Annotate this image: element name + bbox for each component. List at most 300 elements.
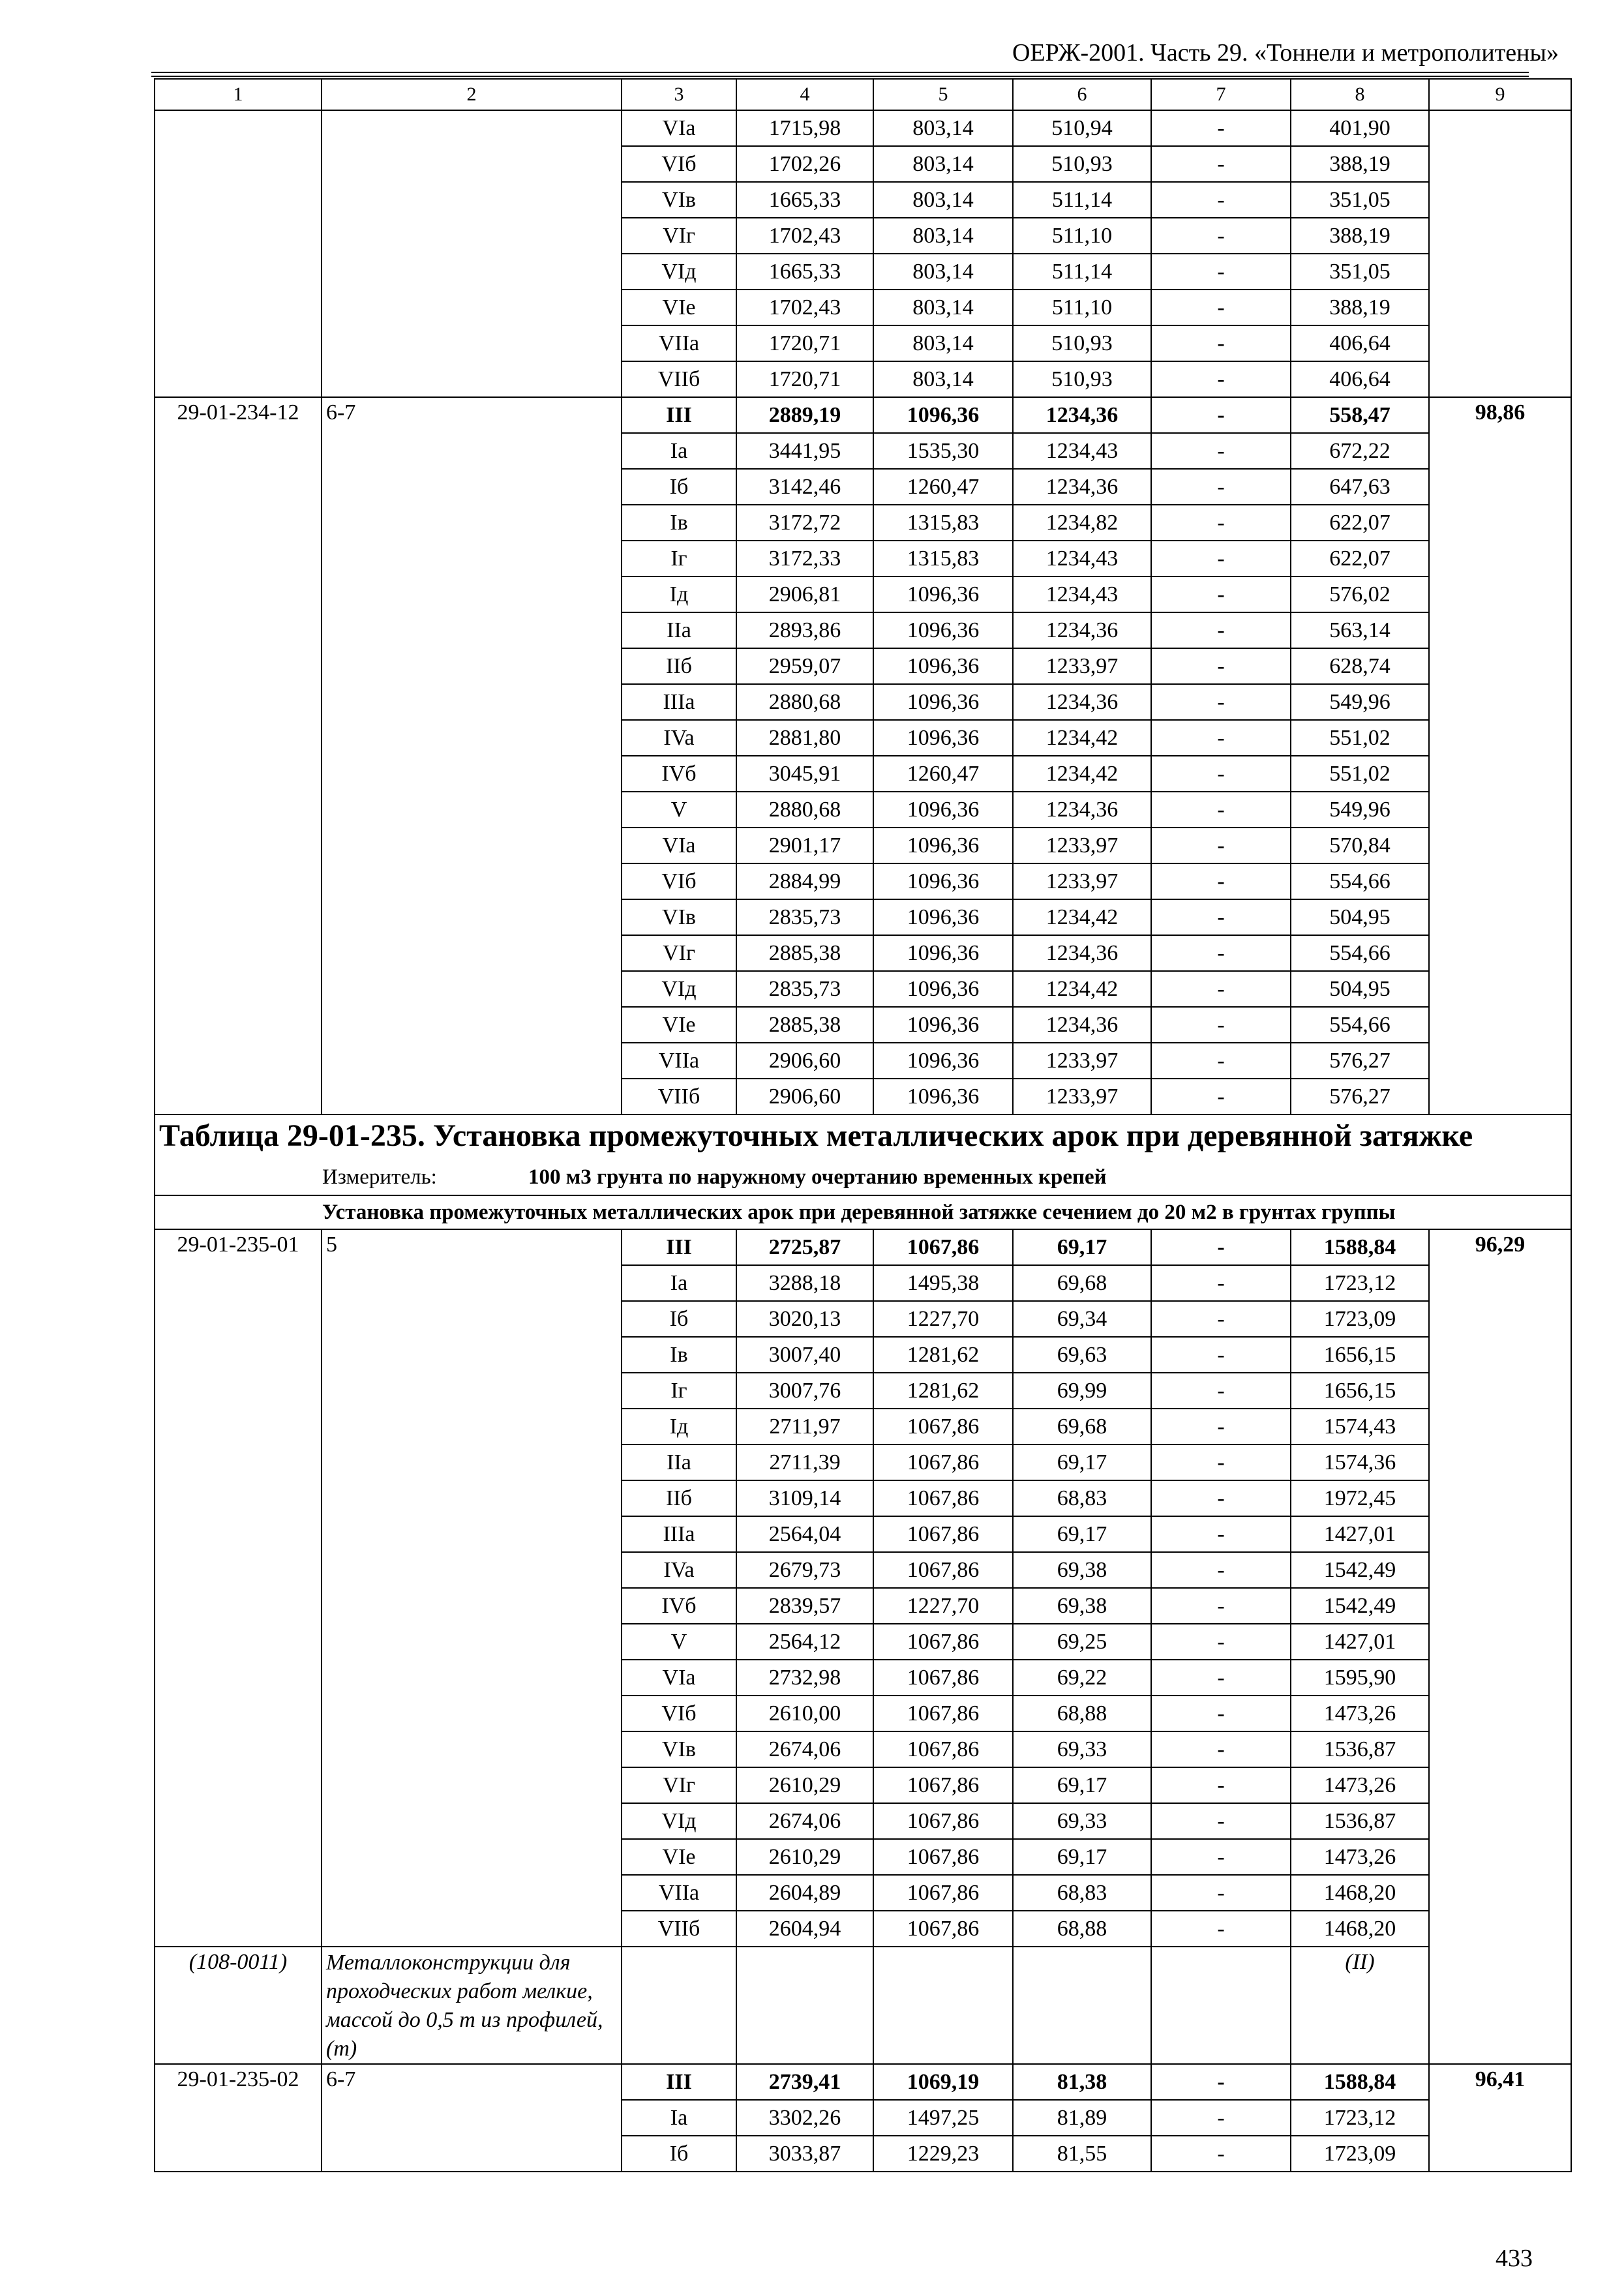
- direct-cost: 2959,07: [736, 648, 873, 684]
- table-row: [155, 110, 1571, 146]
- direct-cost: 2885,38: [736, 1007, 873, 1043]
- machine-cost: 69,38: [1013, 1552, 1151, 1588]
- table-body: [155, 79, 1571, 2172]
- labor-cost: 1096,36: [873, 1043, 1013, 1079]
- direct-cost: 2880,68: [736, 792, 873, 828]
- machinist-wage: -: [1151, 1588, 1291, 1624]
- machine-cost: 69,99: [1013, 1373, 1151, 1409]
- direct-cost: 1720,71: [736, 361, 873, 397]
- machine-cost: 511,14: [1013, 182, 1151, 218]
- labor-cost: 1067,86: [873, 1552, 1013, 1588]
- description-row: [155, 1195, 1571, 1229]
- machinist-wage: -: [1151, 971, 1291, 1007]
- labor-cost: 1227,70: [873, 1588, 1013, 1624]
- labor-cost: 1497,25: [873, 2100, 1013, 2136]
- material-cost: 1723,09: [1291, 1301, 1429, 1337]
- labor-cost: 803,14: [873, 110, 1013, 146]
- material-cost: 628,74: [1291, 648, 1429, 684]
- item-code: 29-01-235-02: [155, 2064, 322, 2172]
- machinist-wage: -: [1151, 110, 1291, 146]
- direct-cost: 2679,73: [736, 1552, 873, 1588]
- machinist-wage: -: [1151, 648, 1291, 684]
- material-cost: 1656,15: [1291, 1337, 1429, 1373]
- machine-cost: 1233,97: [1013, 1079, 1151, 1115]
- machinist-wage: -: [1151, 1803, 1291, 1839]
- labor-cost: 1096,36: [873, 648, 1013, 684]
- column-number: 7: [1151, 79, 1291, 110]
- material-cost: 1542,49: [1291, 1588, 1429, 1624]
- column-number: 1: [155, 79, 322, 110]
- soil-category: III: [622, 2064, 736, 2100]
- soil-category: IIa: [622, 612, 736, 648]
- resource-code: (108-0011): [155, 1947, 322, 2064]
- direct-cost: 3172,72: [736, 505, 873, 541]
- soil-category: VIe: [622, 290, 736, 325]
- machine-cost: 1234,36: [1013, 469, 1151, 505]
- header-rule: [151, 72, 1529, 73]
- labor-cost: 1067,86: [873, 1767, 1013, 1803]
- table-row: [155, 397, 1571, 433]
- soil-category: IIб: [622, 648, 736, 684]
- machinist-wage: -: [1151, 1337, 1291, 1373]
- soil-category: IVa: [622, 720, 736, 756]
- machinist-wage: -: [1151, 218, 1291, 254]
- machine-cost: 69,17: [1013, 1767, 1151, 1803]
- labor-cost: 1067,86: [873, 1444, 1013, 1480]
- column-number: 9: [1429, 79, 1571, 110]
- soil-category: VIд: [622, 254, 736, 290]
- material-cost: 1588,84: [1291, 2064, 1429, 2100]
- material-cost: 351,05: [1291, 254, 1429, 290]
- material-cost: 1468,20: [1291, 1875, 1429, 1911]
- machinist-wage: -: [1151, 1552, 1291, 1588]
- direct-cost: 2880,68: [736, 684, 873, 720]
- machine-cost: 510,94: [1013, 110, 1151, 146]
- machine-cost: 69,17: [1013, 1229, 1151, 1265]
- machinist-wage: -: [1151, 254, 1291, 290]
- machinist-wage: -: [1151, 1731, 1291, 1767]
- direct-cost: 2725,87: [736, 1229, 873, 1265]
- machine-cost: 68,83: [1013, 1480, 1151, 1516]
- soil-category: VIв: [622, 182, 736, 218]
- machinist-wage: -: [1151, 1911, 1291, 1947]
- column-number: 4: [736, 79, 873, 110]
- code-cell: [155, 110, 322, 397]
- machinist-wage: -: [1151, 1696, 1291, 1731]
- direct-cost: 3288,18: [736, 1265, 873, 1301]
- machine-cost: 1234,36: [1013, 684, 1151, 720]
- machine-cost: 1234,42: [1013, 899, 1151, 935]
- machinist-wage: -: [1151, 935, 1291, 971]
- machinist-wage: -: [1151, 1301, 1291, 1337]
- machine-cost: 1234,42: [1013, 971, 1151, 1007]
- labor-cost: 1096,36: [873, 1079, 1013, 1115]
- machine-cost: 1233,97: [1013, 648, 1151, 684]
- soil-category: VIIa: [622, 1875, 736, 1911]
- material-cost: 554,66: [1291, 1007, 1429, 1043]
- material-cost: 554,66: [1291, 863, 1429, 899]
- soil-group: 5: [322, 1229, 622, 1947]
- machinist-wage: -: [1151, 1660, 1291, 1696]
- soil-category: Ia: [622, 433, 736, 469]
- material-cost: 647,63: [1291, 469, 1429, 505]
- work-description: Установка промежуточных металлических арок при деревянной затяжке сечением до 20 м2 в грунтах группы: [155, 1195, 1571, 1229]
- material-cost: 570,84: [1291, 828, 1429, 863]
- labor-cost: 1096,36: [873, 828, 1013, 863]
- labor-cost: 1067,86: [873, 1839, 1013, 1875]
- direct-cost: 2881,80: [736, 720, 873, 756]
- machine-cost: 81,55: [1013, 2136, 1151, 2172]
- machinist-wage: -: [1151, 756, 1291, 792]
- soil-category: VIIб: [622, 1911, 736, 1947]
- machine-cost: 69,68: [1013, 1265, 1151, 1301]
- resource-empty-cell: [1151, 1947, 1291, 2064]
- material-cost: 1427,01: [1291, 1624, 1429, 1660]
- table-title: Таблица 29-01-235. Установка промежуточных металлических арок при деревянной затяжке: [159, 1118, 1473, 1153]
- labor-cost: 1260,47: [873, 756, 1013, 792]
- machinist-wage: -: [1151, 828, 1291, 863]
- direct-cost: 3033,87: [736, 2136, 873, 2172]
- material-cost: 406,64: [1291, 361, 1429, 397]
- direct-cost: 2711,97: [736, 1409, 873, 1444]
- direct-cost: 2901,17: [736, 828, 873, 863]
- measure-label: Измеритель:: [322, 1165, 437, 1189]
- labor-cost: 1096,36: [873, 684, 1013, 720]
- machinist-wage: -: [1151, 1043, 1291, 1079]
- material-cost: 1595,90: [1291, 1660, 1429, 1696]
- labor-cost: 803,14: [873, 182, 1013, 218]
- column-number: 2: [322, 79, 622, 110]
- direct-cost: 2906,60: [736, 1043, 873, 1079]
- machinist-wage: -: [1151, 1767, 1291, 1803]
- labor-cost: 803,14: [873, 254, 1013, 290]
- resource-row: [155, 1947, 1571, 2064]
- soil-category: IIIa: [622, 684, 736, 720]
- direct-cost: 2839,57: [736, 1588, 873, 1624]
- machine-cost: 1234,42: [1013, 756, 1151, 792]
- material-cost: 576,02: [1291, 576, 1429, 612]
- material-cost: 1723,09: [1291, 2136, 1429, 2172]
- direct-cost: 3007,40: [736, 1337, 873, 1373]
- col9-cell: [1429, 110, 1571, 397]
- machinist-wage: -: [1151, 1007, 1291, 1043]
- machine-cost: 68,83: [1013, 1875, 1151, 1911]
- machinist-wage: -: [1151, 863, 1291, 899]
- soil-category: Iб: [622, 469, 736, 505]
- machine-cost: 1234,43: [1013, 576, 1151, 612]
- labor-cost: 1096,36: [873, 612, 1013, 648]
- direct-cost: 3007,76: [736, 1373, 873, 1409]
- direct-cost: 2732,98: [736, 1660, 873, 1696]
- machinist-wage: -: [1151, 1875, 1291, 1911]
- labor-cost: 1067,86: [873, 1229, 1013, 1265]
- measure-row: [159, 1163, 1567, 1195]
- column-number: 3: [622, 79, 736, 110]
- machinist-wage: -: [1151, 1516, 1291, 1552]
- direct-cost: 2739,41: [736, 2064, 873, 2100]
- column-number: 8: [1291, 79, 1429, 110]
- price-table: [154, 78, 1572, 2172]
- material-cost: 554,66: [1291, 935, 1429, 971]
- machine-cost: 68,88: [1013, 1911, 1151, 1947]
- soil-category: Iб: [622, 2136, 736, 2172]
- page-number: 433: [1496, 2245, 1533, 2272]
- machinist-wage: -: [1151, 899, 1291, 935]
- soil-category: VIб: [622, 1696, 736, 1731]
- table-row: [155, 1229, 1571, 1265]
- material-cost: 563,14: [1291, 612, 1429, 648]
- direct-cost: 2674,06: [736, 1731, 873, 1767]
- material-cost: 1574,43: [1291, 1409, 1429, 1444]
- machine-cost: 69,17: [1013, 1839, 1151, 1875]
- machinist-wage: -: [1151, 1229, 1291, 1265]
- resource-empty-cell: [873, 1947, 1013, 2064]
- machine-cost: 510,93: [1013, 325, 1151, 361]
- material-cost: 1427,01: [1291, 1516, 1429, 1552]
- soil-category: VIв: [622, 1731, 736, 1767]
- soil-category: IIIa: [622, 1516, 736, 1552]
- labor-cost: 803,14: [873, 146, 1013, 182]
- soil-category: Iв: [622, 505, 736, 541]
- machine-cost: 81,89: [1013, 2100, 1151, 2136]
- material-cost: 401,90: [1291, 110, 1429, 146]
- direct-cost: 3302,26: [736, 2100, 873, 2136]
- machinist-wage: -: [1151, 1373, 1291, 1409]
- direct-cost: 2885,38: [736, 935, 873, 971]
- labor-cost: 1096,36: [873, 576, 1013, 612]
- material-cost: 388,19: [1291, 218, 1429, 254]
- soil-category: Ia: [622, 1265, 736, 1301]
- direct-cost: 2835,73: [736, 971, 873, 1007]
- direct-cost: 1702,26: [736, 146, 873, 182]
- soil-category: VIг: [622, 935, 736, 971]
- machine-cost: 69,34: [1013, 1301, 1151, 1337]
- direct-cost: 2610,29: [736, 1767, 873, 1803]
- direct-cost: 2610,00: [736, 1696, 873, 1731]
- table-title-cell: [155, 1115, 1571, 1195]
- material-cost: 1588,84: [1291, 1229, 1429, 1265]
- labor-cost: 1069,19: [873, 2064, 1013, 2100]
- soil-category: VIд: [622, 1803, 736, 1839]
- soil-category: V: [622, 792, 736, 828]
- soil-category: VIг: [622, 218, 736, 254]
- soil-category: Iг: [622, 541, 736, 576]
- material-cost: 551,02: [1291, 720, 1429, 756]
- machinist-wage: -: [1151, 541, 1291, 576]
- direct-cost: 2889,19: [736, 397, 873, 433]
- labor-cost: 1281,62: [873, 1373, 1013, 1409]
- direct-cost: 1720,71: [736, 325, 873, 361]
- labor-cost: 803,14: [873, 218, 1013, 254]
- material-cost: 504,95: [1291, 899, 1429, 935]
- soil-category: VIa: [622, 110, 736, 146]
- material-cost: 1972,45: [1291, 1480, 1429, 1516]
- machine-cost: 1234,43: [1013, 433, 1151, 469]
- direct-cost: 1702,43: [736, 218, 873, 254]
- machinist-wage: -: [1151, 182, 1291, 218]
- labor-cost: 1495,38: [873, 1265, 1013, 1301]
- labor-cost: 1535,30: [873, 433, 1013, 469]
- machine-cost: 81,38: [1013, 2064, 1151, 2100]
- machine-cost: 1234,36: [1013, 397, 1151, 433]
- machinist-wage: -: [1151, 1624, 1291, 1660]
- direct-cost: 3142,46: [736, 469, 873, 505]
- machinist-wage: -: [1151, 505, 1291, 541]
- material-cost: 1473,26: [1291, 1839, 1429, 1875]
- machinist-wage: -: [1151, 469, 1291, 505]
- labor-cost: 1067,86: [873, 1875, 1013, 1911]
- labor-cost: 1096,36: [873, 1007, 1013, 1043]
- labor-cost: 1096,36: [873, 971, 1013, 1007]
- soil-category: Ia: [622, 2100, 736, 2136]
- machinist-wage: -: [1151, 2064, 1291, 2100]
- soil-category: IIa: [622, 1444, 736, 1480]
- soil-category: VIд: [622, 971, 736, 1007]
- page-header: ОЕРЖ-2001. Часть 29. «Тоннели и метрополитены»: [1012, 39, 1559, 67]
- direct-cost: 2604,89: [736, 1875, 873, 1911]
- machine-cost: 69,17: [1013, 1444, 1151, 1480]
- machine-cost: 510,93: [1013, 146, 1151, 182]
- labor-cost: 1067,86: [873, 1911, 1013, 1947]
- machine-cost: 69,38: [1013, 1588, 1151, 1624]
- header-rule: [151, 76, 1529, 77]
- machine-cost: 1234,43: [1013, 541, 1151, 576]
- labor-cost: 1067,86: [873, 1516, 1013, 1552]
- machine-cost: 1233,97: [1013, 863, 1151, 899]
- soil-category: VIIб: [622, 1079, 736, 1115]
- labor-cost: 803,14: [873, 325, 1013, 361]
- machinist-wage: -: [1151, 1480, 1291, 1516]
- direct-cost: 2835,73: [736, 899, 873, 935]
- machinist-wage: -: [1151, 1839, 1291, 1875]
- machinist-wage: -: [1151, 433, 1291, 469]
- labor-cost: 803,14: [873, 290, 1013, 325]
- soil-category: VIв: [622, 899, 736, 935]
- direct-cost: 2906,60: [736, 1079, 873, 1115]
- machinist-wage: -: [1151, 2136, 1291, 2172]
- direct-cost: 2884,99: [736, 863, 873, 899]
- soil-category: Iд: [622, 576, 736, 612]
- material-cost: 1723,12: [1291, 1265, 1429, 1301]
- item-code: 29-01-235-01: [155, 1229, 322, 1947]
- soil-category: VIг: [622, 1767, 736, 1803]
- soil-category: Iб: [622, 1301, 736, 1337]
- machinist-wage: -: [1151, 720, 1291, 756]
- material-cost: 406,64: [1291, 325, 1429, 361]
- machine-cost: 1234,42: [1013, 720, 1151, 756]
- labor-cost: 803,14: [873, 361, 1013, 397]
- soil-category: VIa: [622, 1660, 736, 1696]
- machine-cost: 1234,36: [1013, 792, 1151, 828]
- machinist-wage: -: [1151, 1409, 1291, 1444]
- soil-category: VIe: [622, 1839, 736, 1875]
- direct-cost: 1715,98: [736, 110, 873, 146]
- direct-cost: 2564,04: [736, 1516, 873, 1552]
- machinist-wage: -: [1151, 792, 1291, 828]
- machinist-wage: -: [1151, 290, 1291, 325]
- labor-cost: 1067,86: [873, 1480, 1013, 1516]
- machine-cost: 510,93: [1013, 361, 1151, 397]
- item-code: 29-01-234-12: [155, 397, 322, 1115]
- soil-category: VIe: [622, 1007, 736, 1043]
- machine-cost: 68,88: [1013, 1696, 1151, 1731]
- machinist-wage: -: [1151, 397, 1291, 433]
- direct-cost: 1665,33: [736, 182, 873, 218]
- machine-cost: 511,10: [1013, 218, 1151, 254]
- direct-cost: 3020,13: [736, 1301, 873, 1337]
- resource-name: Металлоконструкции для проходческих работ мелкие, массой до 0,5 т из профилей, (т): [322, 1947, 622, 2064]
- labor-cost: 1096,36: [873, 935, 1013, 971]
- machinist-wage: -: [1151, 1265, 1291, 1301]
- material-cost: 622,07: [1291, 505, 1429, 541]
- direct-cost: 3109,14: [736, 1480, 873, 1516]
- labor-cost: 1067,86: [873, 1660, 1013, 1696]
- column-number: 5: [873, 79, 1013, 110]
- machine-cost: 1233,97: [1013, 828, 1151, 863]
- labor-hours: 98,86: [1429, 397, 1571, 1115]
- direct-cost: 2674,06: [736, 1803, 873, 1839]
- soil-category: Iг: [622, 1373, 736, 1409]
- labor-cost: 1096,36: [873, 899, 1013, 935]
- soil-category: IIб: [622, 1480, 736, 1516]
- machine-cost: 69,25: [1013, 1624, 1151, 1660]
- group-cell: [322, 110, 622, 397]
- machine-cost: 69,22: [1013, 1660, 1151, 1696]
- machine-cost: 511,14: [1013, 254, 1151, 290]
- column-number-row: [155, 79, 1571, 110]
- material-cost: 549,96: [1291, 684, 1429, 720]
- material-cost: 576,27: [1291, 1043, 1429, 1079]
- soil-category: III: [622, 1229, 736, 1265]
- machine-cost: 1233,97: [1013, 1043, 1151, 1079]
- labor-cost: 1067,86: [873, 1731, 1013, 1767]
- soil-category: IVб: [622, 756, 736, 792]
- table-row: [155, 2064, 1571, 2100]
- machine-cost: 69,33: [1013, 1803, 1151, 1839]
- soil-category: VIIa: [622, 325, 736, 361]
- soil-group: 6-7: [322, 2064, 622, 2172]
- soil-category: VIIa: [622, 1043, 736, 1079]
- material-cost: 388,19: [1291, 146, 1429, 182]
- machine-cost: 1234,36: [1013, 935, 1151, 971]
- direct-cost: 2711,39: [736, 1444, 873, 1480]
- material-cost: 1473,26: [1291, 1767, 1429, 1803]
- material-cost: 622,07: [1291, 541, 1429, 576]
- labor-hours: 96,29: [1429, 1229, 1571, 2064]
- material-cost: 576,27: [1291, 1079, 1429, 1115]
- soil-group: 6-7: [322, 397, 622, 1115]
- machine-cost: 69,33: [1013, 1731, 1151, 1767]
- resource-unit: (II): [1291, 1947, 1429, 2064]
- material-cost: 1468,20: [1291, 1911, 1429, 1947]
- material-cost: 558,47: [1291, 397, 1429, 433]
- resource-empty-cell: [736, 1947, 873, 2064]
- material-cost: 388,19: [1291, 290, 1429, 325]
- direct-cost: 1702,43: [736, 290, 873, 325]
- direct-cost: 2906,81: [736, 576, 873, 612]
- material-cost: 1473,26: [1291, 1696, 1429, 1731]
- soil-category: VIб: [622, 863, 736, 899]
- labor-cost: 1067,86: [873, 1624, 1013, 1660]
- machine-cost: 1234,36: [1013, 612, 1151, 648]
- machine-cost: 69,68: [1013, 1409, 1151, 1444]
- labor-cost: 1067,86: [873, 1803, 1013, 1839]
- labor-cost: 1096,36: [873, 397, 1013, 433]
- soil-category: V: [622, 1624, 736, 1660]
- machinist-wage: -: [1151, 361, 1291, 397]
- soil-category: IVa: [622, 1552, 736, 1588]
- material-cost: 551,02: [1291, 756, 1429, 792]
